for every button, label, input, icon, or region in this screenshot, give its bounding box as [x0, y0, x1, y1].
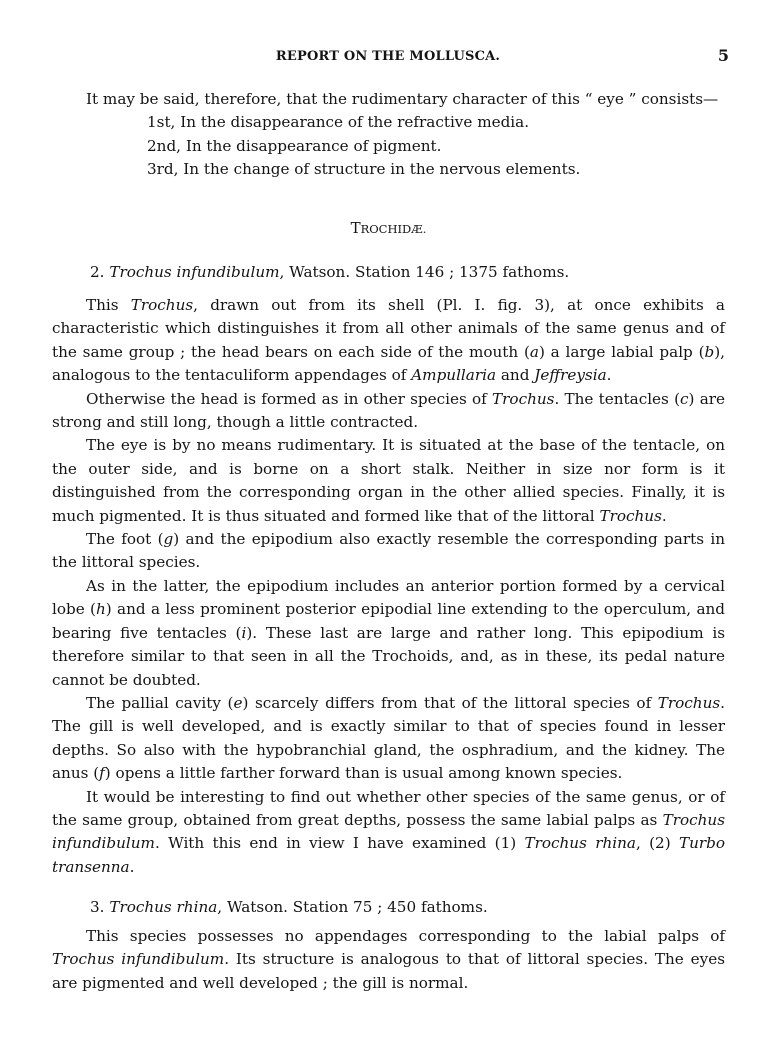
- text-run: . Its structure is analogous to that of littoral species. The eyes are pigmented and well developed ; the gill is normal.: [52, 950, 726, 992]
- final-text: [52, 925, 725, 995]
- list-item: 3rd, In the change of structure in the nervous elements.: [147, 160, 581, 179]
- text-run: ) scarcely differs from that of the littoral species of: [242, 693, 658, 712]
- italic-run: g: [163, 530, 174, 549]
- text-run: . The gill is well developed, and is exactly similar to that of species found in lesser depths. So also with the hypobranchial gland, the osphradium, and the kidney. The anus (: [52, 693, 725, 783]
- text-run: . The tentacles (: [554, 389, 681, 408]
- text-run: .: [129, 857, 135, 876]
- paragraph-7: [52, 786, 725, 880]
- paragraph-4: [52, 528, 725, 575]
- section-heading-initial: T: [350, 219, 361, 237]
- main-text: [52, 294, 725, 879]
- text-run: .: [661, 506, 667, 525]
- italic-run: Trochus infundibulum: [52, 810, 725, 853]
- italic-run: Ampullaria: [411, 366, 497, 385]
- italic-run: Trochus infundibulum: [52, 950, 225, 969]
- species-2-line: [52, 261, 725, 284]
- italic-run: Turbo transenna: [52, 834, 725, 876]
- running-title: REPORT ON THE MOLLUSCA.: [275, 49, 501, 64]
- text-run: The pallial cavity (: [86, 693, 234, 712]
- italic-run: e: [233, 693, 243, 712]
- paragraph-2: [52, 388, 725, 435]
- italic-run: Trochus: [492, 389, 555, 408]
- text-run: As in the latter, the epipodium includes an anterior portion formed by a cervical lobe (: [52, 576, 725, 619]
- text-run: It would be interesting to find out whether other species of the same genus, or of the same group, obtained from great depths, possess the same labial palps as: [52, 787, 725, 829]
- text-run: ) a large labial palp (: [538, 342, 705, 361]
- species-name: Trochus rhina: [109, 898, 218, 916]
- species-2-entry: [52, 261, 725, 284]
- species-number: 2.: [90, 263, 105, 281]
- species-name: Trochus infundibulum: [109, 263, 280, 281]
- text-run: The foot (: [86, 530, 164, 549]
- species-details: , Watson. Station 146 ; 1375 fathoms.: [279, 263, 570, 281]
- italic-run: f: [99, 764, 105, 783]
- text-run: ), analogous to the tentaculiform appendages of: [52, 342, 725, 385]
- text-run: ) are strong and still long, though a little contracted.: [52, 389, 726, 432]
- intro-sentence: It may be said, therefore, that the rudimentary character of this “ eye ” consists—: [86, 90, 719, 108]
- species-details: , Watson. Station 75 ; 450 fathoms.: [217, 898, 488, 916]
- text-run: ) and the epipodium also exactly resemble the corresponding parts in the littoral species.: [52, 530, 725, 572]
- text-run: and: [496, 366, 535, 385]
- text-run: . With this end in view I have examined (1): [154, 834, 525, 853]
- paragraph-8: [52, 925, 725, 995]
- species-number: 3.: [90, 898, 105, 916]
- text-run: , drawn out from its shell (Pl. I. fig. 3), at once exhibits a characteristic which distinguishes it from all other animals of the same genus and of the same group ; the head bears on each side of the mouth (: [52, 296, 725, 361]
- italic-run: Trochus: [657, 693, 721, 712]
- paragraph-5: [52, 575, 725, 692]
- text-run: ). These last are large and rather long. This epipodium is therefore similar to that seen in all the Trochoids, and, as in these, its pedal nature cannot be doubted.: [52, 623, 726, 689]
- list-item: 1st, In the disappearance of the refractive media.: [147, 113, 530, 132]
- text-run: .: [606, 366, 612, 385]
- paragraph-6: [52, 692, 725, 786]
- italic-run: Trochus: [599, 506, 662, 525]
- italic-run: i: [241, 623, 247, 642]
- text-run: , (2): [635, 834, 679, 853]
- text-run: ) opens a little farther forward than is usual among known species.: [104, 764, 623, 783]
- species-3-entry: [52, 896, 725, 919]
- italic-run: Trochus rhina: [524, 834, 636, 853]
- italic-run: b: [704, 342, 715, 361]
- italic-run: Jeffreysia: [534, 366, 607, 385]
- section-heading-rest: ROCHIDÆ.: [360, 222, 427, 236]
- page-number: 5: [717, 46, 729, 65]
- list-item: 2nd, In the disappearance of pigment.: [147, 136, 442, 155]
- italic-run: Trochus: [130, 296, 194, 314]
- italic-run: a: [529, 342, 539, 361]
- italic-run: c: [680, 389, 689, 408]
- text-run: The eye is by no means rudimentary. It is situated at the base of the tentacle, on the outer side, and is borne on a short stalk. Neither in size nor form is it distinguished from the corresponding organ in the other allied species. Finally, it is much pigmented. It is thus situated and formed like that of the littoral: [52, 436, 725, 525]
- paragraph-3: [52, 434, 725, 528]
- text-run: This: [86, 296, 131, 314]
- text-run: Otherwise the head is formed as in other species of: [86, 389, 493, 408]
- text-run: ) and a less prominent posterior epipodial line extending to the operculum, and bearing five tentacles (: [52, 600, 726, 642]
- section-heading: [52, 217, 725, 241]
- species-3-line: [52, 896, 725, 919]
- text-run: This species possesses no appendages corresponding to the labial palps of: [86, 927, 725, 945]
- intro-block: [52, 88, 725, 182]
- italic-run: h: [95, 600, 106, 619]
- paragraph-1: [52, 294, 725, 388]
